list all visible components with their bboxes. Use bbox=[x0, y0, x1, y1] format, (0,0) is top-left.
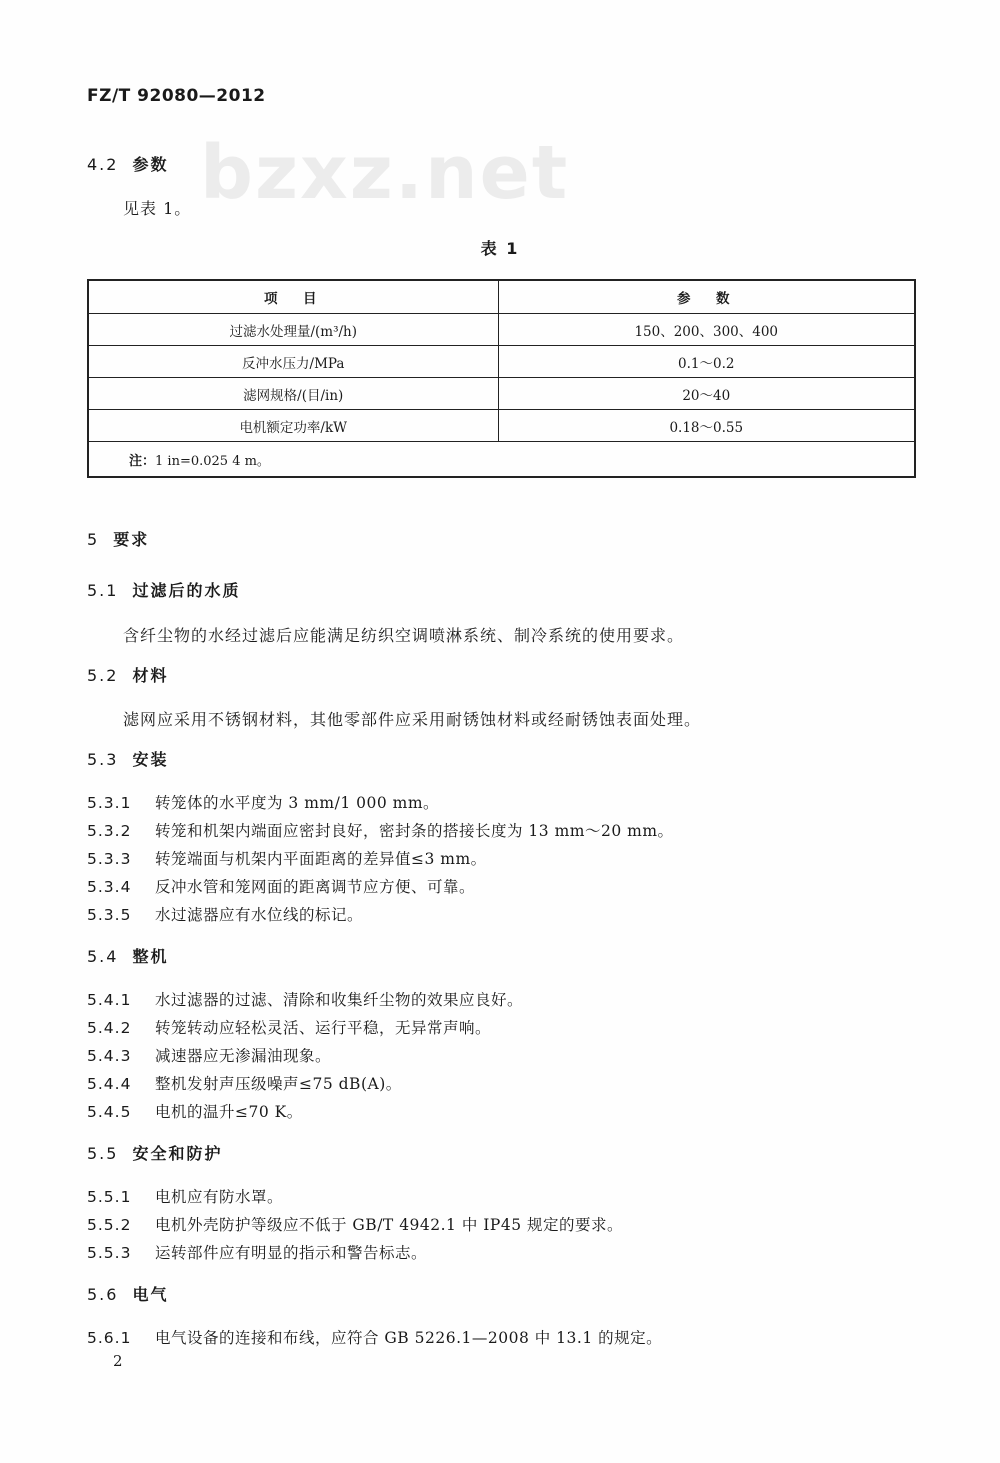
item-text: 转笼和机架内端面应密封良好，密封条的搭接长度为 13 mm～20 mm。 bbox=[155, 822, 674, 840]
item-number: 5.3.4 bbox=[87, 878, 132, 896]
section-number: 5 bbox=[87, 530, 100, 549]
section-5-heading bbox=[87, 527, 149, 550]
section-5-2-heading bbox=[87, 663, 168, 686]
item-number: 5.3.2 bbox=[87, 822, 132, 840]
section-number: 5.5 bbox=[87, 1144, 119, 1163]
table-row bbox=[88, 314, 915, 346]
item-number: 5.5.3 bbox=[87, 1244, 132, 1262]
item-text: 反冲水管和笼网面的距离调节应方便、可靠。 bbox=[155, 878, 476, 896]
table-row bbox=[88, 346, 915, 378]
list-item bbox=[87, 819, 674, 841]
item-text: 整机发射声压级噪声≤75 dB(A)。 bbox=[155, 1075, 402, 1093]
list-item bbox=[87, 847, 487, 869]
item-number: 5.4.5 bbox=[87, 1103, 132, 1121]
list-item bbox=[87, 791, 439, 813]
doc-code-header: FZ/T 92080—2012 bbox=[87, 86, 266, 106]
list-item bbox=[87, 1326, 662, 1348]
list-item bbox=[87, 1100, 303, 1122]
section-number: 5.6 bbox=[87, 1285, 119, 1304]
table-note-row bbox=[88, 442, 915, 478]
table-cell: 150、200、300、400 bbox=[498, 314, 915, 346]
watermark: bzxz.net bbox=[200, 130, 570, 216]
table-note-label: 注： bbox=[129, 453, 156, 469]
item-number: 5.5.2 bbox=[87, 1216, 132, 1234]
section-5-6-heading bbox=[87, 1282, 168, 1305]
item-text: 电机的温升≤70 K。 bbox=[155, 1103, 303, 1121]
list-item bbox=[87, 1044, 331, 1066]
section-number: 5.3 bbox=[87, 750, 119, 769]
table-cell: 电机额定功率/kW bbox=[88, 410, 498, 442]
section-title: 安全和防护 bbox=[132, 1144, 223, 1163]
section-number: 5.4 bbox=[87, 947, 119, 966]
table-cell: 反冲水压力/MPa bbox=[88, 346, 498, 378]
section-5-1-text: 含纤尘物的水经过滤后应能满足纺织空调喷淋系统、制冷系统的使用要求。 bbox=[123, 626, 685, 645]
item-text: 转笼体的水平度为 3 mm/1 000 mm。 bbox=[155, 794, 440, 812]
item-number: 5.4.4 bbox=[87, 1075, 132, 1093]
item-number: 5.3.5 bbox=[87, 906, 132, 924]
table-header-param: 参 数 bbox=[498, 280, 915, 314]
table-cell: 0.18～0.55 bbox=[498, 410, 915, 442]
section-5-4-heading bbox=[87, 944, 168, 967]
item-text: 电机应有防水罩。 bbox=[155, 1188, 284, 1206]
item-number: 5.3.3 bbox=[87, 850, 132, 868]
section-5-2-text: 滤网应采用不锈钢材料，其他零部件应采用耐锈蚀材料或经耐锈蚀表面处理。 bbox=[123, 710, 702, 729]
item-text: 转笼端面与机架内平面距离的差异值≤3 mm。 bbox=[155, 850, 487, 868]
table-caption: 表 1 bbox=[480, 239, 520, 258]
table-header-row bbox=[88, 280, 915, 314]
section-number: 5.1 bbox=[87, 581, 119, 600]
section-5-5-heading bbox=[87, 1141, 222, 1164]
section-title: 材料 bbox=[132, 666, 169, 685]
section-title: 安装 bbox=[132, 750, 169, 769]
section-5-1-heading bbox=[87, 578, 240, 601]
section-title: 参数 bbox=[132, 155, 169, 174]
table-cell: 过滤水处理量/(m³/h) bbox=[88, 314, 498, 346]
section-title: 过滤后的水质 bbox=[132, 581, 241, 600]
item-text: 运转部件应有明显的指示和警告标志。 bbox=[155, 1244, 428, 1262]
item-text: 减速器应无渗漏油现象。 bbox=[155, 1047, 332, 1065]
item-number: 5.4.2 bbox=[87, 1019, 132, 1037]
table-note-text: 1 in=0.025 4 m。 bbox=[155, 453, 270, 469]
page-number: 2 bbox=[113, 1352, 123, 1370]
table-note bbox=[88, 442, 915, 478]
section-number: 4.2 bbox=[87, 155, 119, 174]
table-row bbox=[88, 410, 915, 442]
item-number: 5.6.1 bbox=[87, 1329, 132, 1347]
table-cell: 0.1～0.2 bbox=[498, 346, 915, 378]
item-number: 5.3.1 bbox=[87, 794, 132, 812]
item-text: 电气设备的连接和布线，应符合 GB 5226.1—2008 中 13.1 的规定。 bbox=[155, 1329, 663, 1347]
section-title: 要求 bbox=[113, 530, 150, 549]
list-item bbox=[87, 1213, 623, 1235]
list-item bbox=[87, 903, 363, 925]
table-header-item: 项 目 bbox=[88, 280, 498, 314]
item-text: 水过滤器的过滤、清除和收集纤尘物的效果应良好。 bbox=[155, 991, 524, 1009]
table-1 bbox=[87, 279, 916, 478]
list-item bbox=[87, 875, 475, 897]
list-item bbox=[87, 988, 523, 1010]
table-cell: 滤网规格/(目/in) bbox=[88, 378, 498, 410]
list-item bbox=[87, 1185, 283, 1207]
item-number: 5.4.1 bbox=[87, 991, 132, 1009]
section-title: 电气 bbox=[132, 1285, 169, 1304]
list-item bbox=[87, 1072, 402, 1094]
table-cell: 20～40 bbox=[498, 378, 915, 410]
table-row bbox=[88, 378, 915, 410]
section-4-2-heading bbox=[87, 152, 168, 175]
list-item bbox=[87, 1241, 427, 1263]
item-text: 电机外壳防护等级应不低于 GB/T 4942.1 中 IP45 规定的要求。 bbox=[155, 1216, 623, 1234]
section-5-3-heading bbox=[87, 747, 168, 770]
section-title: 整机 bbox=[132, 947, 169, 966]
section-4-2-text: 见表 1。 bbox=[123, 199, 192, 218]
item-number: 5.5.1 bbox=[87, 1188, 132, 1206]
list-item bbox=[87, 1016, 491, 1038]
item-text: 转笼转动应轻松灵活、运行平稳，无异常声响。 bbox=[155, 1019, 492, 1037]
item-number: 5.4.3 bbox=[87, 1047, 132, 1065]
section-number: 5.2 bbox=[87, 666, 119, 685]
item-text: 水过滤器应有水位线的标记。 bbox=[155, 906, 364, 924]
